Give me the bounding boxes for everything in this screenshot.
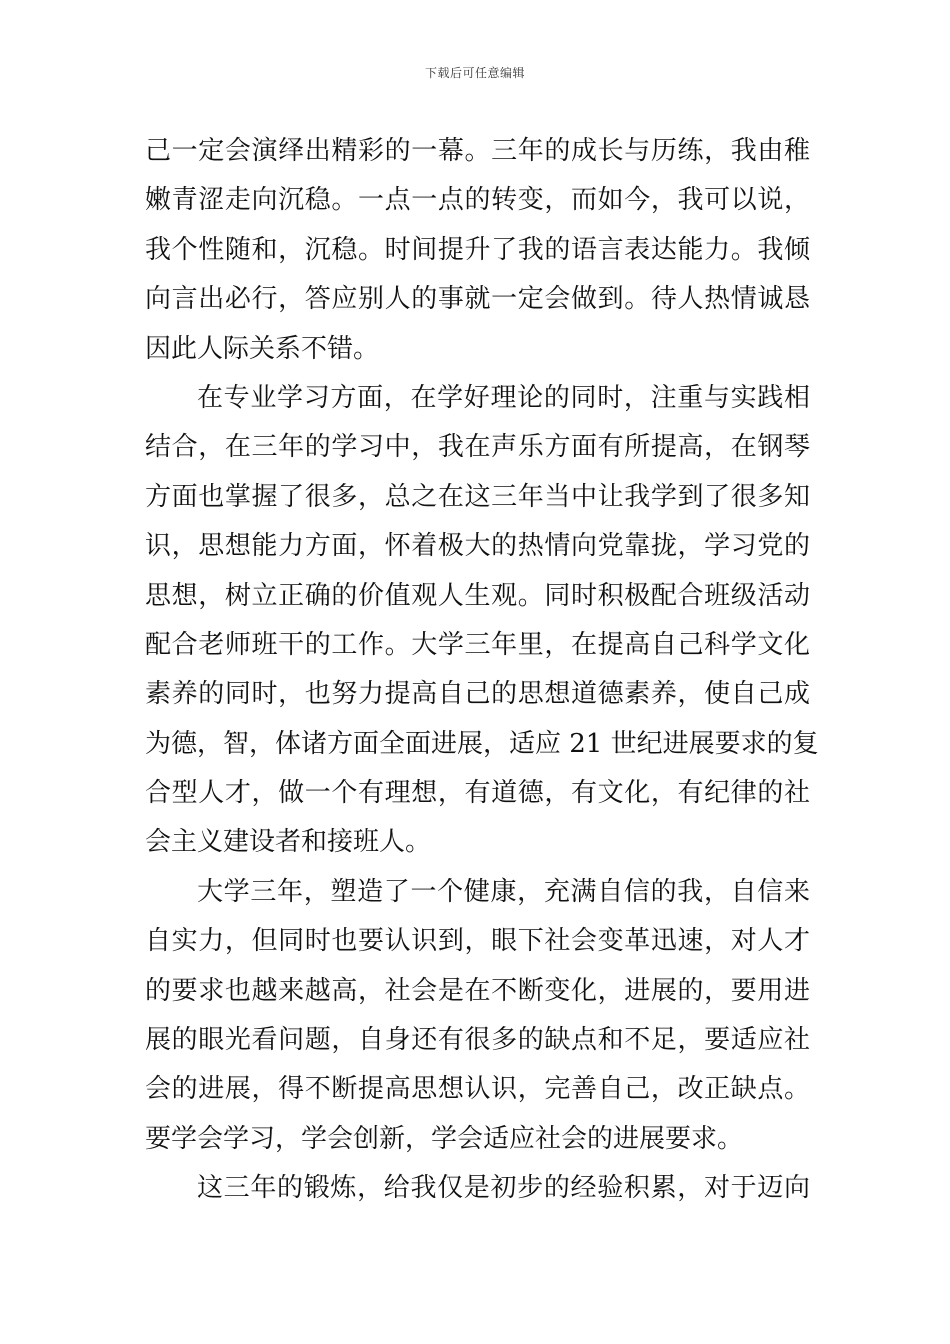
text-line: 会的进展，得不断提高思想认识，完善自己，改正缺点。 — [145, 1074, 810, 1105]
text-line: 向言出必行，答应别人的事就一定会做到。待人热情诚恳 — [145, 284, 810, 315]
text-line: 会主义建设者和接班人。 — [145, 827, 432, 858]
text-line: 结合，在三年的学习中，我在声乐方面有所提高，在钢琴 — [145, 432, 810, 463]
text-line: 因此人际关系不错。 — [145, 333, 380, 364]
text-line: 方面也掌握了很多，总之在这三年当中让我学到了很多知 — [145, 481, 810, 512]
text-line: 的要求也越来越高，社会是在不断变化，进展的，要用进 — [145, 975, 810, 1006]
text-line: 要学会学习，学会创新，学会适应社会的进展要求。 — [145, 1123, 744, 1154]
text-line: 为德，智，体诸方面全面进展，适应 21 世纪进展要求的复 — [145, 728, 819, 759]
document-body — [145, 127, 819, 1214]
text-line: 思想，树立正确的价值观人生观。同时积极配合班级活动 — [145, 580, 810, 611]
header-note: 下载后可任意编辑 — [424, 66, 525, 80]
text-line: 大学三年，塑造了一个健康，充满自信的我，自信来 — [197, 876, 810, 907]
text-line: 在专业学习方面，在学好理论的同时，注重与实践相 — [197, 382, 810, 413]
text-line: 展的眼光看问题，自身还有很多的缺点和不足，要适应社 — [145, 1025, 810, 1056]
text-line: 识，思想能力方面，怀着极大的热情向党靠拢，学习党的 — [145, 531, 810, 562]
text-line: 己一定会演绎出精彩的一幕。三年的成长与历练，我由稚 — [145, 136, 810, 166]
text-line: 我个性随和，沉稳。时间提升了我的语言表达能力。我倾 — [145, 234, 810, 265]
text-line: 这三年的锻炼，给我仅是初步的经验积累，对于迈向 — [197, 1173, 810, 1204]
text-line: 嫩青涩走向沉稳。一点一点的转变，而如今，我可以说， — [145, 185, 810, 216]
text-line: 合型人才，做一个有理想，有道德，有文化，有纪律的社 — [145, 778, 810, 809]
text-line: 素养的同时，也努力提高自己的思想道德素养，使自己成 — [145, 679, 810, 710]
text-line: 自实力，但同时也要认识到，眼下社会变革迅速，对人才 — [145, 926, 810, 957]
text-line: 配合老师班干的工作。大学三年里，在提高自己科学文化 — [145, 629, 810, 660]
